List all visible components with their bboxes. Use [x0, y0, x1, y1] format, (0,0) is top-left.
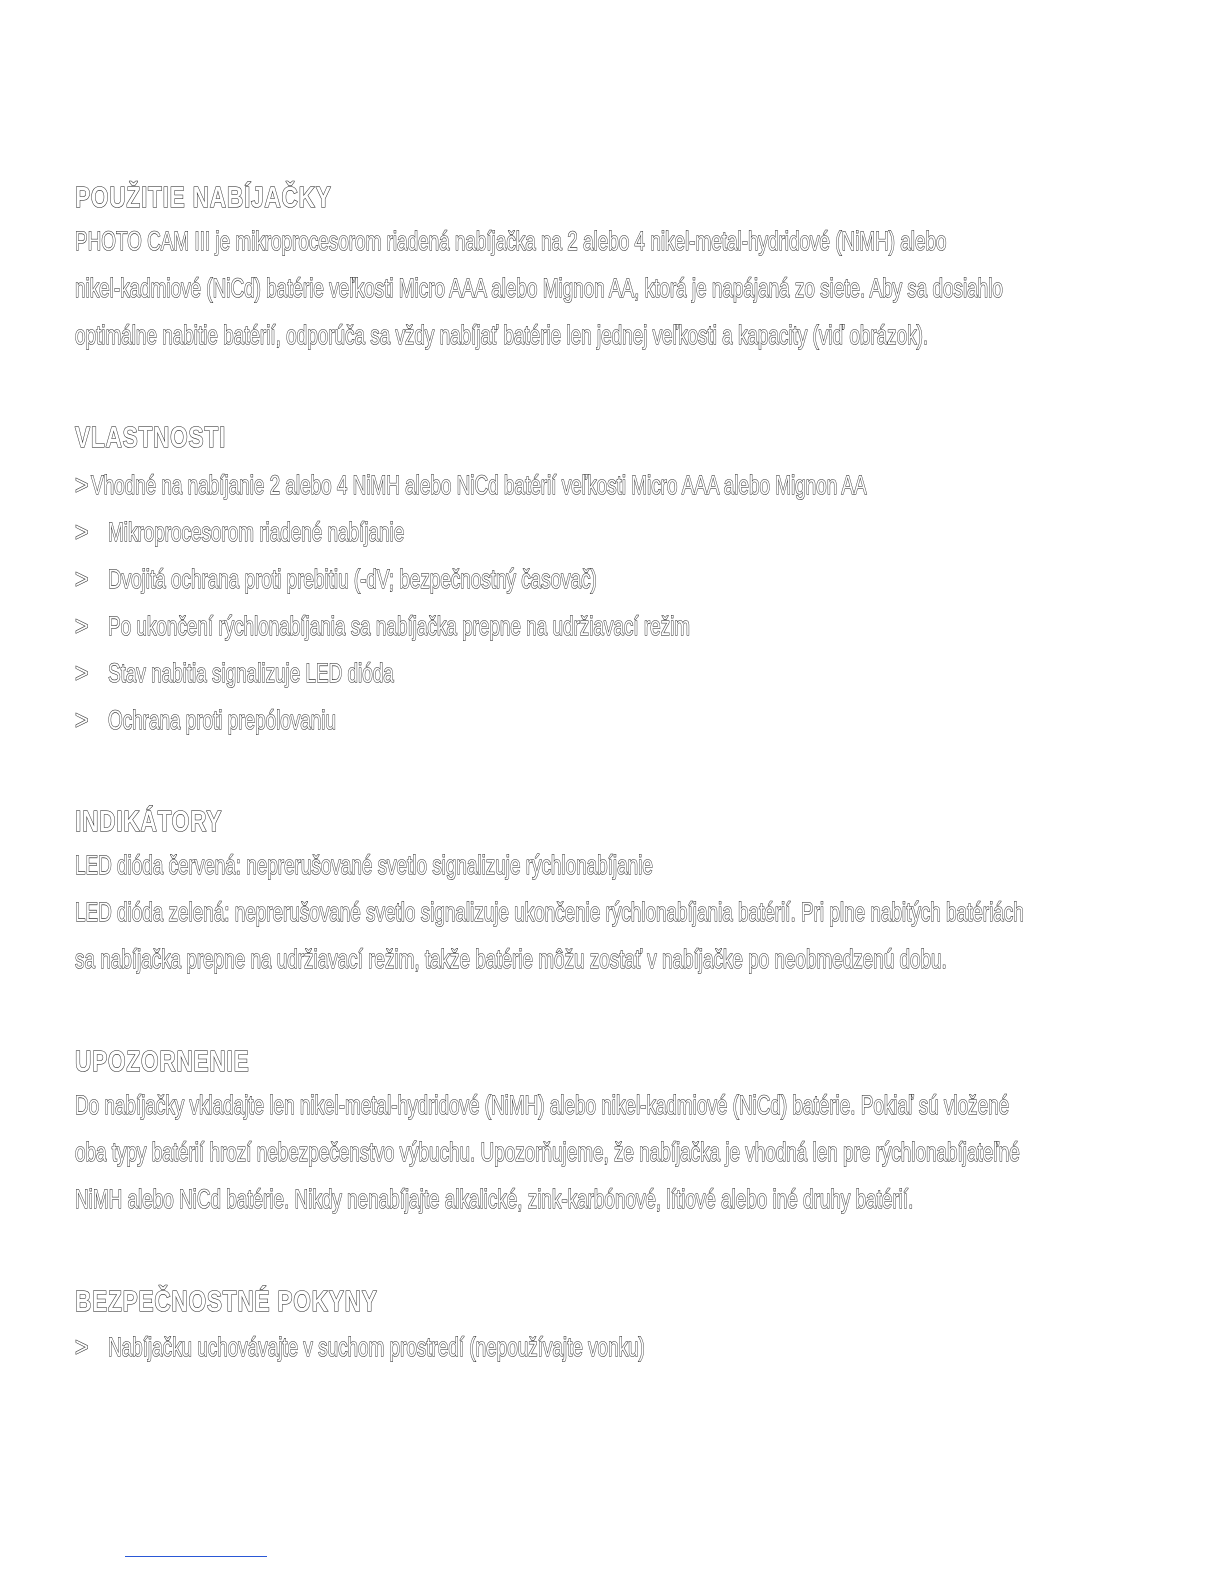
features-heading: VLASTNOSTI: [75, 422, 227, 454]
features-item: [75, 509, 1150, 556]
footnote-separator: [125, 1556, 267, 1557]
indicators-line-3: sa nabíjačka prepne na udržiavací režim, takže batérie môžu zostať v nabíjačke po neobmedzenú dobu.: [75, 944, 947, 974]
features-item-text: Vhodné na nabíjanie 2 alebo 4 NiMH alebo NiCd batérií veľkosti Micro AAA alebo Mignon AA: [90, 470, 867, 500]
features-list: [75, 462, 1150, 744]
usage-line-3: optimálne nabitie batérií, odporúča sa vždy nabíjať batérie len jednej veľkosti a kapacity (viď obrázok).: [75, 320, 929, 350]
usage-line-2: nikel-kadmiové (NiCd) batérie veľkosti Micro AAA alebo Mignon AA, ktorá je napájaná zo siete. Aby sa dosiahlo: [75, 273, 1003, 303]
features-item-text: Ochrana proti prepólovaniu: [108, 705, 336, 735]
indicators-line-2: LED dióda zelená: neprerušované svetlo signalizuje ukončenie rýchlonabíjania batérií. Pri plne nabitých batériách: [75, 897, 1024, 927]
warning-line-2: oba typy batérií hrozí nebezpečenstvo výbuchu. Upozorňujeme, že nabíjačka je vhodná len pre rýchlonabíjateľné: [75, 1137, 1020, 1167]
features-item: [75, 462, 1150, 509]
features-item-text: Po ukončení rýchlonabíjania sa nabíjačka prepne na udržiavací režim: [108, 611, 691, 641]
warning-line-1: Do nabíjačky vkladajte len nikel-metal-hydridové (NiMH) alebo nikel-kadmiové (NiCd) batérie. Pokiaľ sú vložené: [75, 1090, 1010, 1120]
warning-heading: UPOZORNENIE: [75, 1046, 250, 1078]
bullet-arrow-icon: >: [75, 517, 89, 547]
features-item-text: Dvojitá ochrana proti prebitiu (-dV; bezpečnostný časovač): [108, 564, 597, 594]
bullet-arrow-icon: >: [75, 611, 89, 641]
bullet-arrow-icon: >: [75, 564, 89, 594]
bullet-arrow-icon: >: [75, 1332, 89, 1362]
features-item-text: Mikroprocesorom riadené nabíjanie: [108, 517, 405, 547]
features-item: [75, 650, 1150, 697]
usage-section: [75, 180, 1150, 359]
warning-section: [75, 1044, 1150, 1223]
features-item: [75, 697, 1150, 744]
indicators-heading: INDIKÁTORY: [75, 806, 223, 838]
usage-heading: POUŽITIE NABÍJAČKY: [75, 182, 332, 214]
features-item: [75, 603, 1150, 650]
safety-section: [75, 1284, 1150, 1371]
warning-line-3: NiMH alebo NiCd batérie. Nikdy nenabíjajte alkalické, zink-karbónové, lítiové alebo iné druhy batérií.: [75, 1184, 914, 1214]
usage-line-1: PHOTO CAM III je mikroprocesorom riadená nabíjačka na 2 alebo 4 nikel-metal-hydridové (NiMH) alebo: [75, 226, 947, 256]
bullet-arrow-icon: >: [75, 658, 89, 688]
features-item: [75, 556, 1150, 603]
bullet-arrow-icon: >: [75, 705, 89, 735]
features-item-text: Stav nabitia signalizuje LED dióda: [108, 658, 394, 688]
safety-heading: BEZPEČNOSTNÉ POKYNY: [75, 1286, 378, 1318]
features-section: [75, 420, 1150, 744]
indicators-section: [75, 804, 1150, 983]
bullet-arrow-icon: >: [75, 470, 89, 500]
safety-item-text: Nabíjačku uchovávajte v suchom prostredí (nepoužívajte vonku): [108, 1332, 645, 1362]
safety-item: [75, 1324, 1150, 1371]
indicators-line-1: LED dióda červená: neprerušované svetlo signalizuje rýchlonabíjanie: [75, 850, 653, 880]
safety-list: [75, 1324, 1150, 1371]
